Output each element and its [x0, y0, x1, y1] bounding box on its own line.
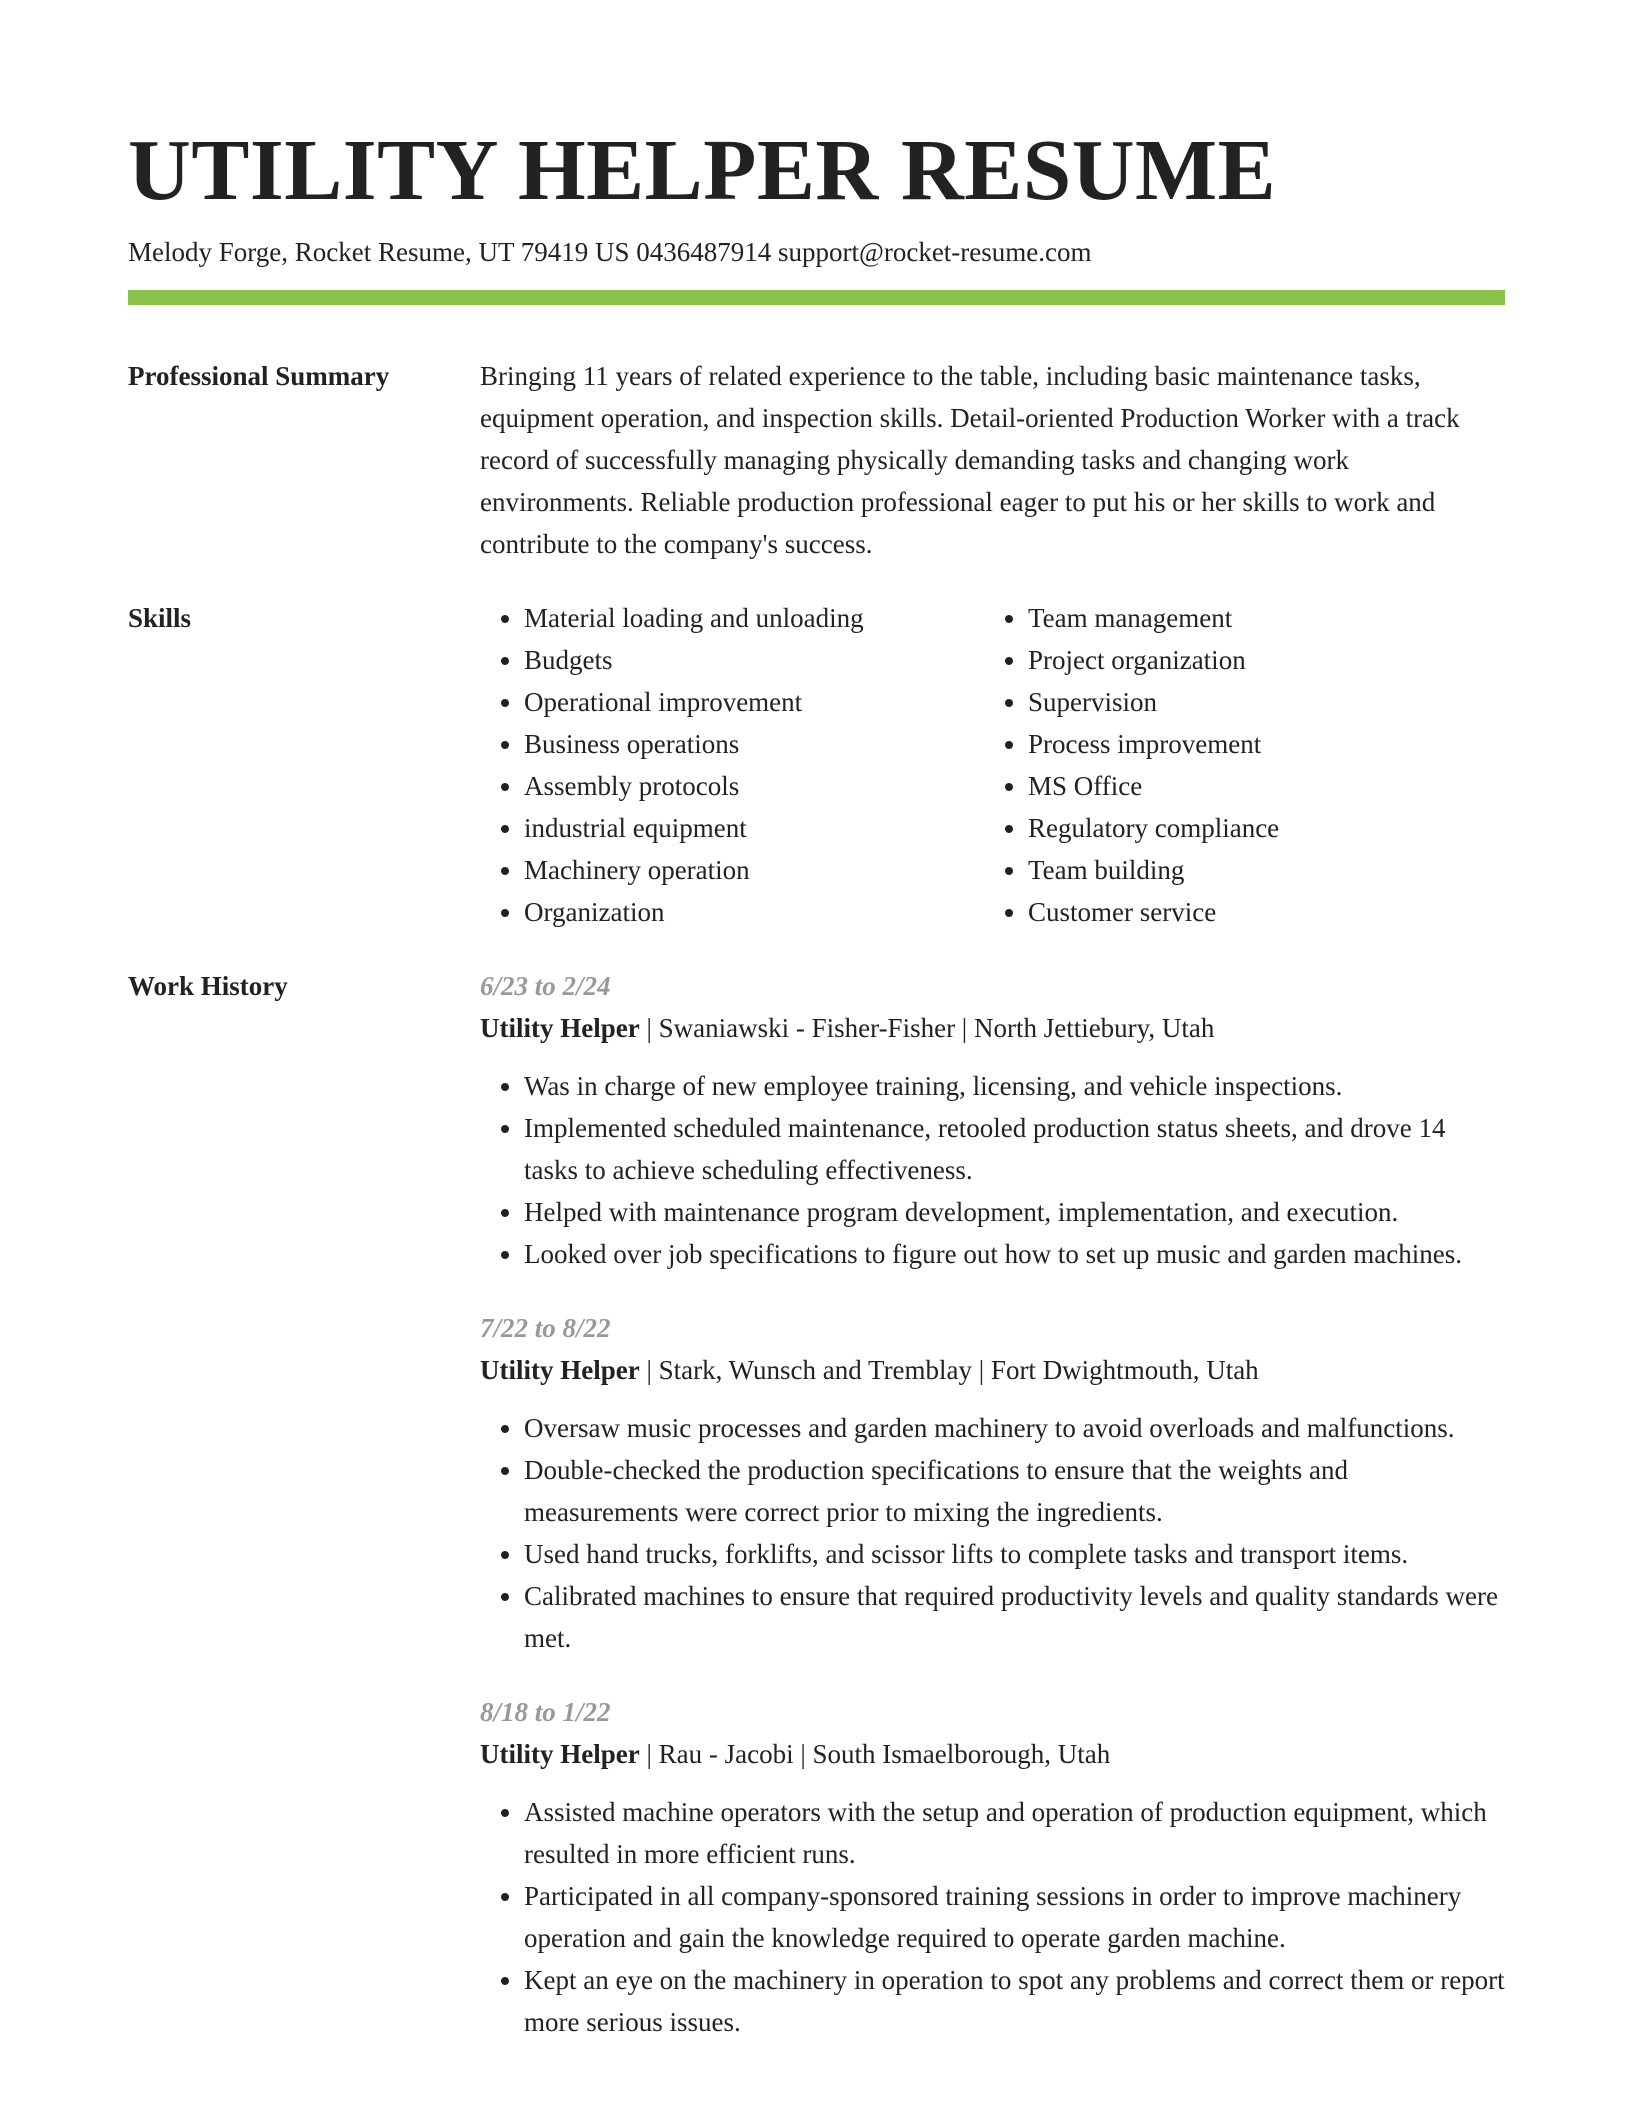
job-title-line: [480, 1349, 1505, 1391]
skill-item: • Budgets: [524, 639, 984, 681]
skill-item: • Business operations: [524, 723, 984, 765]
skill-item: • Team management: [1028, 597, 1279, 639]
skill-item: • Machinery operation: [524, 849, 984, 891]
accent-divider: [128, 290, 1505, 305]
job-bullet: • Oversaw music processes and garden machinery to avoid overloads and malfunctions.: [524, 1407, 1505, 1449]
skills-columns: [480, 597, 1505, 933]
job-dates: 6/23 to 2/24: [480, 971, 611, 1001]
contact-line: Melody Forge, Rocket Resume, UT 79419 US 0436487914 support@rocket-resume.com: [128, 237, 1092, 267]
job-bullet: • Participated in all company-sponsored training sessions in order to improve machinery operation and gain the knowledge required to operate garden machine.: [524, 1875, 1505, 1959]
skill-item: • Operational improvement: [524, 681, 984, 723]
skills-list-left: [480, 597, 984, 933]
job-bullet: • Implemented scheduled maintenance, retooled production status sheets, and drove 14 tasks to achieve scheduling effectiveness.: [524, 1107, 1505, 1191]
job-bullet: • Kept an eye on the machinery in operation to spot any problems and correct them or report more serious issues.: [524, 1959, 1505, 2043]
job-bullet: • Calibrated machines to ensure that required productivity levels and quality standards were met.: [524, 1575, 1505, 1659]
job-title: Utility Helper: [480, 1013, 640, 1043]
job-bullet: • Assisted machine operators with the setup and operation of production equipment, which resulted in more efficient runs.: [524, 1791, 1505, 1875]
job-employer-location: | Swaniawski - Fisher-Fisher | North Jettiebury, Utah: [639, 1013, 1215, 1043]
summary-text: Bringing 11 years of related experience to the table, including basic maintenance tasks, equipment operation, and inspection skills. Detail-oriented Production Worker with a track record of successfully managing physically demanding tasks and changing work environments. Reliable production professional eager to put his or her skills to work and contribute to the company's success.: [480, 361, 1460, 559]
job-entry: [480, 1691, 1505, 2043]
job-bullet: • Looked over job specifications to figure out how to set up music and garden machines.: [524, 1233, 1505, 1275]
skill-item: • Regulatory compliance: [1028, 807, 1279, 849]
section-label-summary: Professional Summary: [128, 361, 390, 391]
job-bullet-list: [480, 1065, 1505, 1275]
skill-item: • industrial equipment: [524, 807, 984, 849]
job-dates: 8/18 to 1/22: [480, 1697, 611, 1727]
skill-item: • Supervision: [1028, 681, 1279, 723]
skill-item: • Process improvement: [1028, 723, 1279, 765]
work-history-section: [128, 965, 1505, 2075]
professional-summary-section: [128, 355, 1505, 565]
skill-item: • Team building: [1028, 849, 1279, 891]
job-dates: 7/22 to 8/22: [480, 1313, 611, 1343]
job-title-line: [480, 1007, 1505, 1049]
skills-section: [128, 597, 1505, 933]
job-title: Utility Helper: [480, 1739, 640, 1769]
job-employer-location: | Rau - Jacobi | South Ismaelborough, Utah: [639, 1739, 1111, 1769]
job-bullet: • Double-checked the production specifications to ensure that the weights and measurements were correct prior to mixing the ingredients.: [524, 1449, 1505, 1533]
skill-item: • Organization: [524, 891, 984, 933]
job-entry: [480, 1307, 1505, 1659]
skills-list-right: [984, 597, 1279, 933]
job-bullet: • Was in charge of new employee training, licensing, and vehicle inspections.: [524, 1065, 1505, 1107]
skill-item: • Project organization: [1028, 639, 1279, 681]
work-history-body: [480, 965, 1505, 2075]
skills-body: [480, 597, 1505, 933]
skill-item: • MS Office: [1028, 765, 1279, 807]
job-bullet: • Helped with maintenance program development, implementation, and execution.: [524, 1191, 1505, 1233]
job-entry: [480, 965, 1505, 1275]
section-label-work-history: Work History: [128, 971, 288, 1001]
job-title-line: [480, 1733, 1505, 1775]
section-label-skills: Skills: [128, 603, 192, 633]
skill-item: • Assembly protocols: [524, 765, 984, 807]
job-bullet-list: [480, 1407, 1505, 1659]
job-employer-location: | Stark, Wunsch and Tremblay | Fort Dwightmouth, Utah: [639, 1355, 1259, 1385]
resume-page: [128, 118, 1505, 2075]
resume-title: UTILITY HELPER RESUME: [128, 121, 1277, 218]
job-title: Utility Helper: [480, 1355, 640, 1385]
job-bullet-list: [480, 1791, 1505, 2043]
skill-item: • Customer service: [1028, 891, 1279, 933]
job-bullet: • Used hand trucks, forklifts, and scissor lifts to complete tasks and transport items.: [524, 1533, 1505, 1575]
skill-item: • Material loading and unloading: [524, 597, 984, 639]
